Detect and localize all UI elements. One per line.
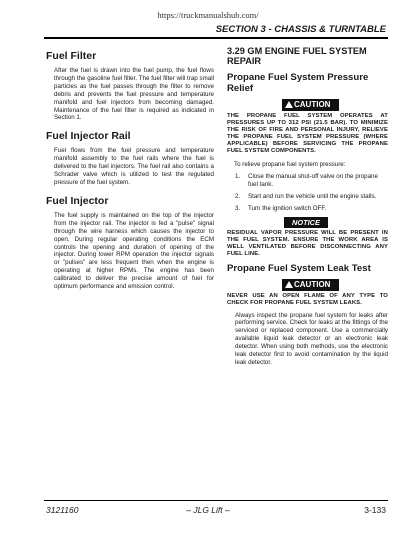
heading-fuel-injector: Fuel Injector [46,194,109,207]
caution-text-pressure: THE PROPANE FUEL SYSTEM OPERATES AT PRESSURES UP TO 312 PSI (21.5 BAR). TO MINIMIZE THE RISK OF FIRE AND PERSONAL INJURY, RELIEVE THE PROPANE FUEL SYSTEM PRESSURE (WHERE APPLICABLE) BEFORE SERVICING THE PROPANE FUEL SYSTEM COMPONENTS. [227,113,388,154]
chapter-title: 3.29 GM ENGINE FUEL SYSTEM REPAIR [227,46,367,66]
source-url: https://truckmanualshub.com/ [157,10,259,20]
list-item [227,205,388,213]
notice-text: RESIDUAL VAPOR PRESSURE WILL BE PRESENT IN THE FUEL SYSTEM. ENSURE THE WORK AREA IS WELL VENTILATED BEFORE DISCONNECTING ANY FUEL LINE. [227,229,388,257]
warning-triangle-icon [285,101,293,108]
step-number: 1. [235,172,241,180]
list-item [227,173,388,189]
heading-fuel-injector-rail: Fuel Injector Rail [46,130,131,143]
left-column [46,50,214,291]
step-text: Start and run the vehicle until the engine stalls. [248,192,377,200]
caution-label: CAUTION [294,279,331,289]
heading-pressure-relief: Propane Fuel System Pressure Relief [227,72,369,94]
paragraph-fuel-filter: After the fuel is drawn into the fuel pump, the fuel flows through the gasoline fuel filter. The fuel filter will trap small particles as the fuel passes through the filter to remove debris and prevents the fuel pressure and temperature manifold and fuel injectors from becoming damaged. Maintenance of the fuel filter is required as indicated in Section 1. [54,67,214,122]
footer-publisher: – JLG Lift – [186,505,230,515]
relief-steps [227,173,388,213]
footer-doc-number: 3121160 [46,505,79,515]
footer-rule [44,500,388,501]
paragraph-leak-test: Always inspect the propane fuel system for leaks after performing service. Check for leaks at the fittings of the serviced or replaced component. Use a commercially available liquid leak detector or an electronic leak detector. When using both methods, use the electronic leak detector first to avoid contamination by the liquid leak detector. [235,311,388,366]
step-number: 3. [235,204,241,212]
caution-badge [282,99,339,111]
header-rule [44,37,388,39]
notice-badge: NOTICE [284,217,328,228]
paragraph-fuel-injector-rail: Fuel flows from the fuel pressure and temperature manifold assembly to the fuel rails where the fuel is delivered to the fuel injectors. The fuel rail also contains a Schrader valve which is utilized to test the regulated pressure of the fuel system. [54,147,214,186]
section-title: SECTION 3 - CHASSIS & TURNTABLE [215,24,386,35]
relief-intro: To relieve propane fuel system pressure: [234,161,346,168]
caution-label: CAUTION [294,100,331,109]
step-text: Turn the ignition switch OFF. [248,204,327,212]
warning-triangle-icon [285,281,293,288]
caution-text-leak: NEVER USE AN OPEN FLAME OF ANY TYPE TO CHECK FOR PROPANE FUEL SYSTEM LEAKS. [227,292,388,306]
heading-fuel-filter: Fuel Filter [46,50,97,62]
caution-badge [282,279,339,291]
paragraph-fuel-injector: The fuel supply is maintained on the top of the injector from the injector rail. The injector is fed a "pulse" signal through the wire harness which causes the injector to open. During regular operating conditions the ECM controls the opening and duration of opening of the injector. During lower RPM operation the injector signals or "pulses" are less frequent then when the engine is operating at higher RPMs. The engine has been calibrated to deliver the precise amount of fuel for optimum performance and emission control. [54,211,214,291]
step-number: 2. [235,192,241,200]
footer-page-number: 3-133 [364,505,386,515]
heading-leak-test: Propane Fuel System Leak Test [227,262,371,274]
right-column [227,46,388,367]
list-item [227,193,388,201]
step-text: Close the manual shut-off valve on the propane fuel tank. [248,172,378,188]
